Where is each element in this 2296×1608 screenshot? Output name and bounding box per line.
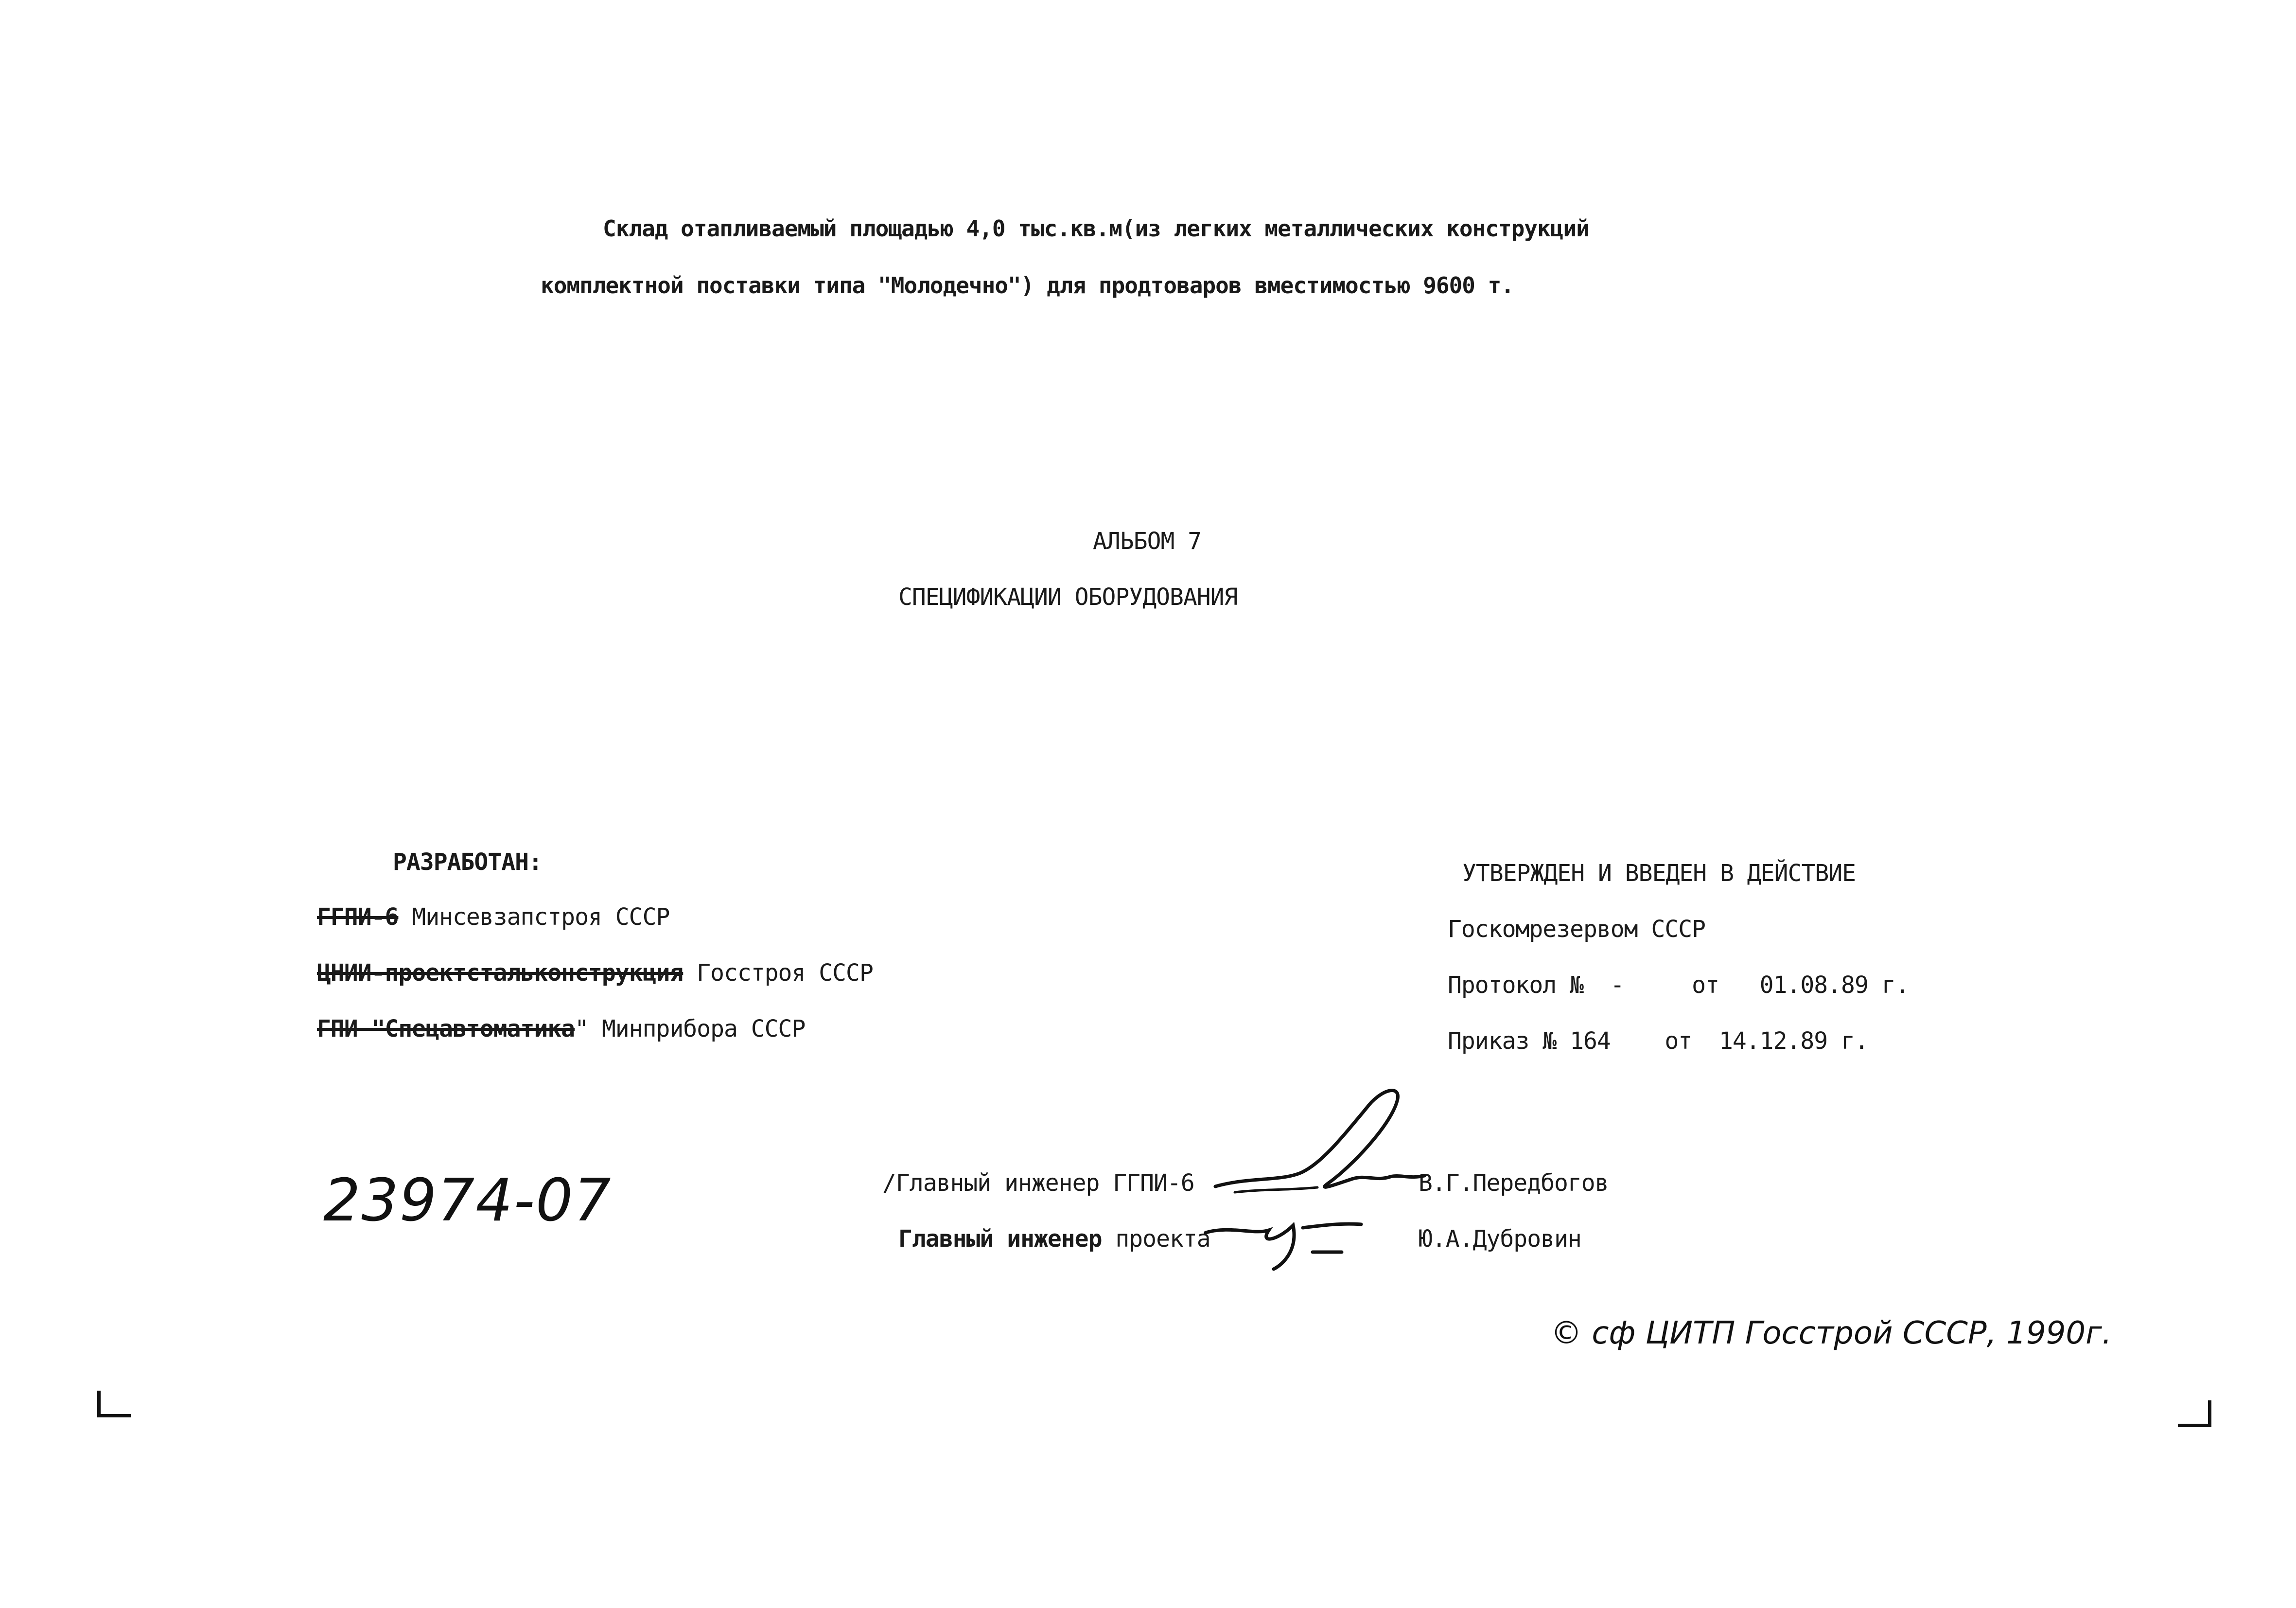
developer-org-1-rest: Минсевзапстроя СССР (398, 903, 670, 931)
developer-org-3 (317, 1015, 805, 1043)
signature-row-1-name: В.Г.Передбогов (1419, 1169, 1609, 1197)
approved-order: Приказ № 164 от 14.12.89 г. (1448, 1027, 1868, 1055)
developer-org-3-rest: " Минприбора СССР (575, 1015, 806, 1043)
signature-row-2-label-rest: проекта (1102, 1225, 1210, 1253)
album-number: АЛЬБОМ 7 (1093, 528, 1202, 555)
approved-protocol: Протокол № - от 01.08.89 г. (1448, 972, 1909, 999)
developer-org-2-rest: Госстроя СССР (683, 959, 873, 987)
corner-mark-bottom-left (97, 1391, 131, 1417)
signature-1-image (1206, 1079, 1429, 1206)
signature-row-2-label (898, 1225, 1210, 1253)
developer-org-2-name: ЦНИИ-проектстальконструкция (317, 959, 684, 987)
approved-authority: Госкомрезервом СССР (1448, 916, 1706, 943)
title-line-2: комплектной поставки типа "Молодечно") для продтоваров вместимостью 9600 т. (541, 272, 1514, 299)
corner-mark-bottom-right (2178, 1400, 2211, 1427)
developer-org-1-name: ГГПИ-6 (317, 903, 399, 931)
approved-heading: УТВЕРЖДЕН И ВВЕДЕН В ДЕЙСТВИЕ (1462, 860, 1856, 887)
signature-row-1-label: /Главный инженер ГГПИ-6 (882, 1169, 1194, 1197)
developed-heading: РАЗРАБОТАН: (393, 848, 542, 876)
title-line-1: Склад отапливаемый площадью 4,0 тыс.кв.м(из легких металлических конструкций (603, 215, 1589, 242)
developer-org-2 (317, 959, 873, 987)
signature-row-2-label-bold: Главный инженер (898, 1225, 1102, 1253)
signature-row-2-name: Ю.А.Дубровин (1419, 1225, 1581, 1253)
developer-org-1 (317, 903, 669, 931)
copyright: © сф ЦИТП Госстрой СССР, 1990г. (1551, 1315, 2112, 1351)
album-subtitle: СПЕЦИФИКАЦИИ ОБОРУДОВАНИЯ (898, 583, 1238, 611)
developer-org-3-name: ГПИ "Спецавтоматика (317, 1015, 575, 1043)
signature-2-image (1201, 1206, 1376, 1284)
document-number: 23974-07 (323, 1167, 612, 1235)
